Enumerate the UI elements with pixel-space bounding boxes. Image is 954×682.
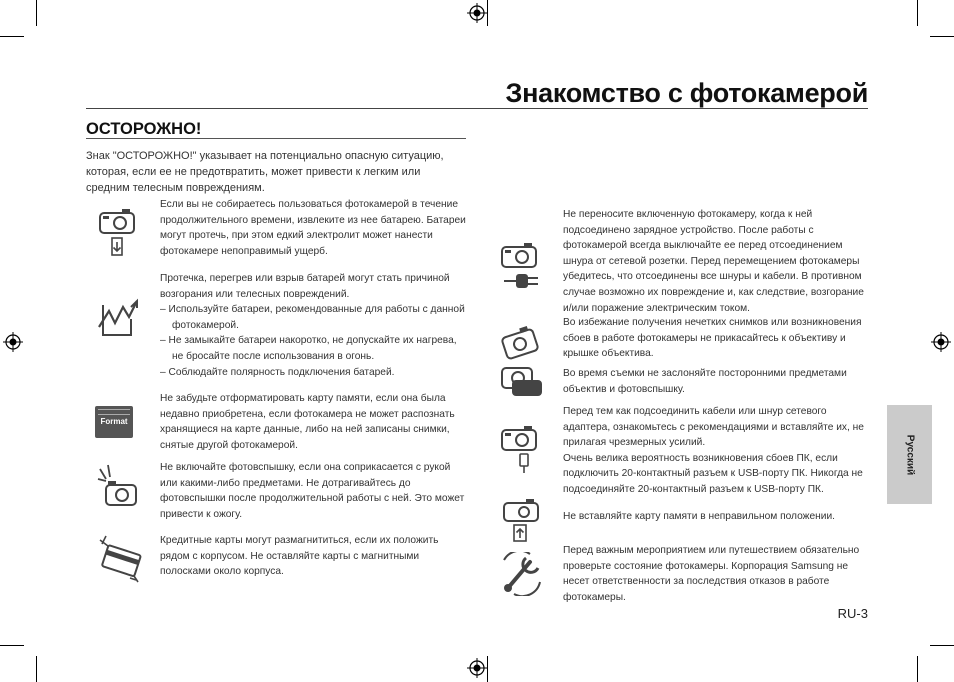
registration-mark-icon (467, 658, 487, 678)
caution-text: Перед важным мероприятием или путешествием обязательно проверьте состояние фотокамеры. Корпорация Samsung не несет ответственности за последствия отказов в работе фотокамеры. (563, 545, 860, 603)
list-item: – Используйте батареи, рекомендованные для работы с данной фотокамерой. (160, 304, 465, 331)
battery-leak-icon (97, 297, 141, 339)
crop-mark (930, 36, 954, 37)
list-item: – Соблюдайте полярность подключения батарей. (160, 366, 395, 378)
section-heading: ОСТОРОЖНО! (86, 120, 202, 138)
caution-text: Не включайте фотовспышку, если она соприкасается с рукой или какими-либо предметами. Не дотрагивайтесь до фотовспышки после продолжительной работы с ней. Это может привести к ожогу. (160, 462, 465, 520)
page-title: Знакомство с фотокамерой (505, 78, 868, 108)
format-label: Format (100, 417, 128, 426)
caution-text: Не переносите включенную фотокамеру, когда к ней подсоединено зарядное устройство. После работы с фотокамерой всегда выключайте ее перед отсоединением шнура от сетевой розетки. Перед перемещением фотокамеры убедитесь, что отсоединены все шнуры и кабели. В противном случае возможно их повреждение и, как следствие, возгорание и/или поражение электрическим током. (563, 209, 864, 314)
list-item: – Не замыкайте батареи накоротко, не допускайте их нагрева, не бросайте после использования в огонь. (160, 335, 457, 362)
caution-text: Не вставляйте карту памяти в неправильном положении. (563, 511, 835, 522)
caution-text: Если вы не собираетесь пользоваться фотокамерой в течение продолжительного времени, извлеките из нее батарею. Батареи могут протечь, при этом едкий электролит может нанести фотокамере непоправимый ущерб. (160, 199, 466, 257)
language-tab (887, 405, 932, 504)
caution-text: Кредитные карты могут размагнититься, если их положить рядом с корпусом. Не оставляйте карты с магнитными полосками около корпуса. (160, 535, 439, 578)
caution-text: Не забудьте отформатировать карту памяти, если она была недавно приобретена, если фотокамера не может распознать хранящиеся на карте данные, либо на ней записаны снимки, снятые другой фотокамерой. (160, 393, 455, 451)
crop-mark (36, 656, 37, 682)
format-card-icon (95, 406, 133, 438)
registration-mark-icon (3, 332, 23, 352)
registration-mark-icon (467, 3, 487, 23)
page-number: RU-3 (837, 606, 868, 621)
bullet-list (160, 302, 466, 380)
section-intro: Знак "ОСТОРОЖНО!" указывает на потенциально опасную ситуацию, которая, если ее не предотвратить, может привести к легким или средним телесным повреждениям. (86, 150, 444, 194)
lens-touch-icon (500, 325, 542, 363)
camera-card-insert-icon (502, 497, 542, 543)
flash-hand-icon (96, 463, 140, 511)
language-tab-label: Русский (904, 434, 915, 475)
caution-paragraph: Протечка, перегрев или взрыв батарей могут стать причиной возгорания или телесных повреждений. (160, 273, 450, 300)
crop-mark (917, 0, 918, 26)
crop-mark (930, 645, 954, 646)
crop-mark (487, 0, 488, 26)
registration-mark-icon (931, 332, 951, 352)
section-divider (86, 138, 466, 139)
crop-mark (917, 656, 918, 682)
title-divider (86, 108, 868, 109)
camera-power-plug-icon (500, 241, 542, 291)
credit-card-magnet-icon (98, 534, 142, 584)
wrench-check-icon (500, 552, 544, 596)
camera-obstruction-icon (500, 366, 544, 398)
caution-text: Во время съемки не заслоняйте посторонними предметами объектив и фотовспышку. (563, 368, 847, 395)
crop-mark (487, 656, 488, 682)
camera-cable-icon (500, 424, 540, 474)
caution-text (160, 271, 466, 380)
caution-text: Перед тем как подсоединить кабели или шнур сетевого адаптера, ознакомьтесь с рекомендациями и вставляйте их, не прилагая чрезмерных усилий. Очень велика вероятность возникновения сбоев ПК, если подключить 20-контактный разъем к USB-порту ПК. Никогда не подсоединяйте 20-контактный разъем к USB-порту ПК. (563, 406, 864, 495)
caution-text: Во избежание получения нечетких снимков или возникновения сбоев в работе фотокамеры не прикасайтесь к объективу и крышке объектива. (563, 317, 862, 360)
crop-mark (0, 36, 24, 37)
camera-battery-out-icon (98, 207, 138, 257)
crop-mark (0, 645, 24, 646)
crop-mark (36, 0, 37, 26)
